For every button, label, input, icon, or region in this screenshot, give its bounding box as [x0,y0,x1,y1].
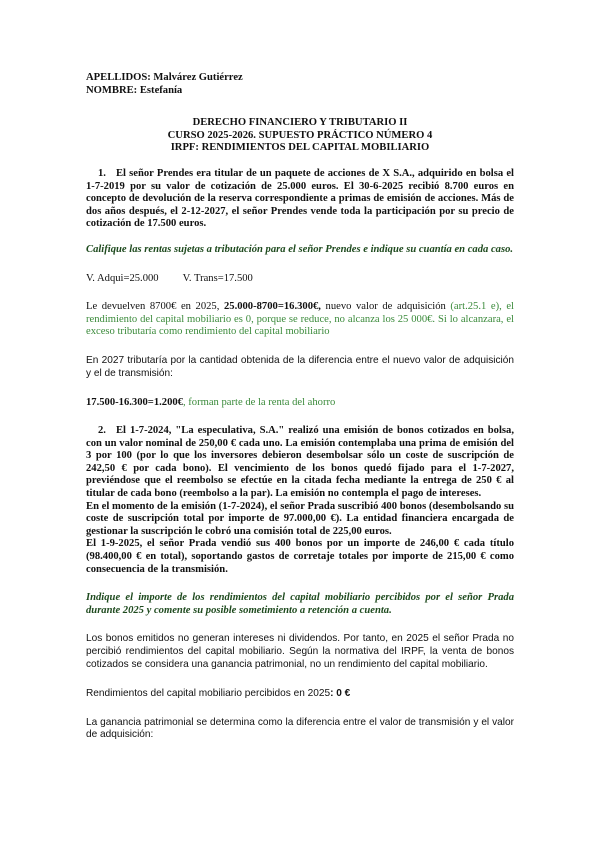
question-1-answer-1: Le devuelven 8700€ en 2025, 25.000-8700=16.300€, nuevo valor de adquisición (art.25.1 e), el rendimiento del capital mobiliario es 0, porque se reduce, no alcanza los 25 000€. Si lo alcanzara, el exceso tributaría como rendimiento del capital mobiliario [86,301,514,338]
title-topic: IRPF: RENDIMIENTOS DEL CAPITAL MOBILIARIO [170,142,430,154]
title-subject: DERECHO FINANCIERO Y TRIBUTARIO II [192,117,408,129]
question-2-answer-3: La ganancia patrimonial se determina como la diferencia entre el valor de transmisión y el valor de adquisición: [86,716,514,741]
gain-calc: 17.500-16.300=1.200€ [86,396,183,408]
question-2-statement [86,425,514,576]
question-2-paragraph-3: El 1-9-2025, el señor Prada vendió sus 400 bonos por un importe de 246,00 € cada título (98.400,00 € en total), soportando gastos de corretaje totales por importe de 215,00 € como consecuencia de la transmisión. [86,538,514,575]
transmission-value: V. Trans=17.500 [182,272,253,284]
question-1-task: Califique las rentas sujetas a tributación para el señor Prendes e indique su cuantía en cada caso. [86,243,514,255]
legal-note: (art.25.1 e), el rendimiento del capital mobiliario es 0, porque se reduce, no alcanza los 25 000€. Si lo alcanzara, el exceso tributaría como rendimiento del capital mobiliario [86,301,514,338]
document-title [86,117,514,155]
student-name: NOMBRE: Estefanía [86,84,183,96]
question-1-values [86,273,514,286]
student-surname: APELLIDOS: Malvárez Gutiérrez [86,72,243,83]
question-1-statement [86,168,514,231]
question-2-answer-1: Los bonos emitidos no generan intereses ni dividendos. Por tanto, en 2025 el señor Prada no percibió rendimientos del capital mobiliario. Según la normativa del IRPF, la venta de bonos cotizados se considera una ganancia patrimonial, no un rendimiento del capital mobiliario. [86,633,514,670]
question-2-answer-2: Rendimientos del capital mobiliario percibidos en 2025: 0 € [86,687,351,699]
question-1-text: El señor Prendes era titular de un paquete de acciones de X S.A., adquirido en bolsa el 1-7-2019 por su valor de cotización de 25.000 euros. El 30-6-2025 recibió 8.700 euros en concepto de devolución de la reserva correspondiente a primas de emisión de acciones. Más de dos años después, el 2-12-2027, el señor Prendes vende toda la participación por su precio de cotización de 17.500 euros. [86,167,514,230]
acquisition-value: V. Adqui=25.000 [86,272,159,284]
question-2-task: Indique el importe de los rendimientos del capital mobiliario percibidos por el señor Prada durante 2025 y comente su posible sometimiento a retención a cuenta. [86,592,514,616]
yield-value: : 0 € [330,687,351,699]
question-2-paragraph-2: En el momento de la emisión (1-7-2024), el señor Prada suscribió 400 bonos (desembolsando su coste de suscripción total por importe de 97.000,00 €). La entidad financiera encargada de gestionar la suscripción le cobró una comisión total de 225,00 euros. [86,500,514,537]
gain-note: , forman parte de la renta del ahorro [182,396,336,408]
question-1-answer-2: En 2027 tributaría por la cantidad obtenida de la diferencia entre el nuevo valor de adquisición y el de transmisión: [86,354,514,379]
question-1-answer-3 [86,397,514,410]
new-acquisition-calc: 25.000-8700=16.300€, [223,301,321,313]
question-2-number: 2. [98,425,106,437]
question-1-number: 1. [98,167,106,179]
question-2-paragraph-1: 2. El 1-7-2024, "La especulativa, S.A." realizó una emisión de bonos cotizados en bolsa, con un valor nominal de 250,00 € cada uno. La emisión contemplaba una prima de emisión del 3 por 100 (por lo que los inversores debieron desembolsar sólo un coste de suscripción de 242,50 € por cada bono). El vencimiento de los bonos quedó fijado para el 1-7-2027, previéndose que el reembolso se efectúe en la citada fecha mediante la entrega de 250 € al titular de cada bono (reembolso a la par). La emisión no contempla el pago de intereses. [86,425,514,500]
title-course: CURSO 2025-2026. SUPUESTO PRÁCTICO NÚMERO 4 [167,129,433,141]
